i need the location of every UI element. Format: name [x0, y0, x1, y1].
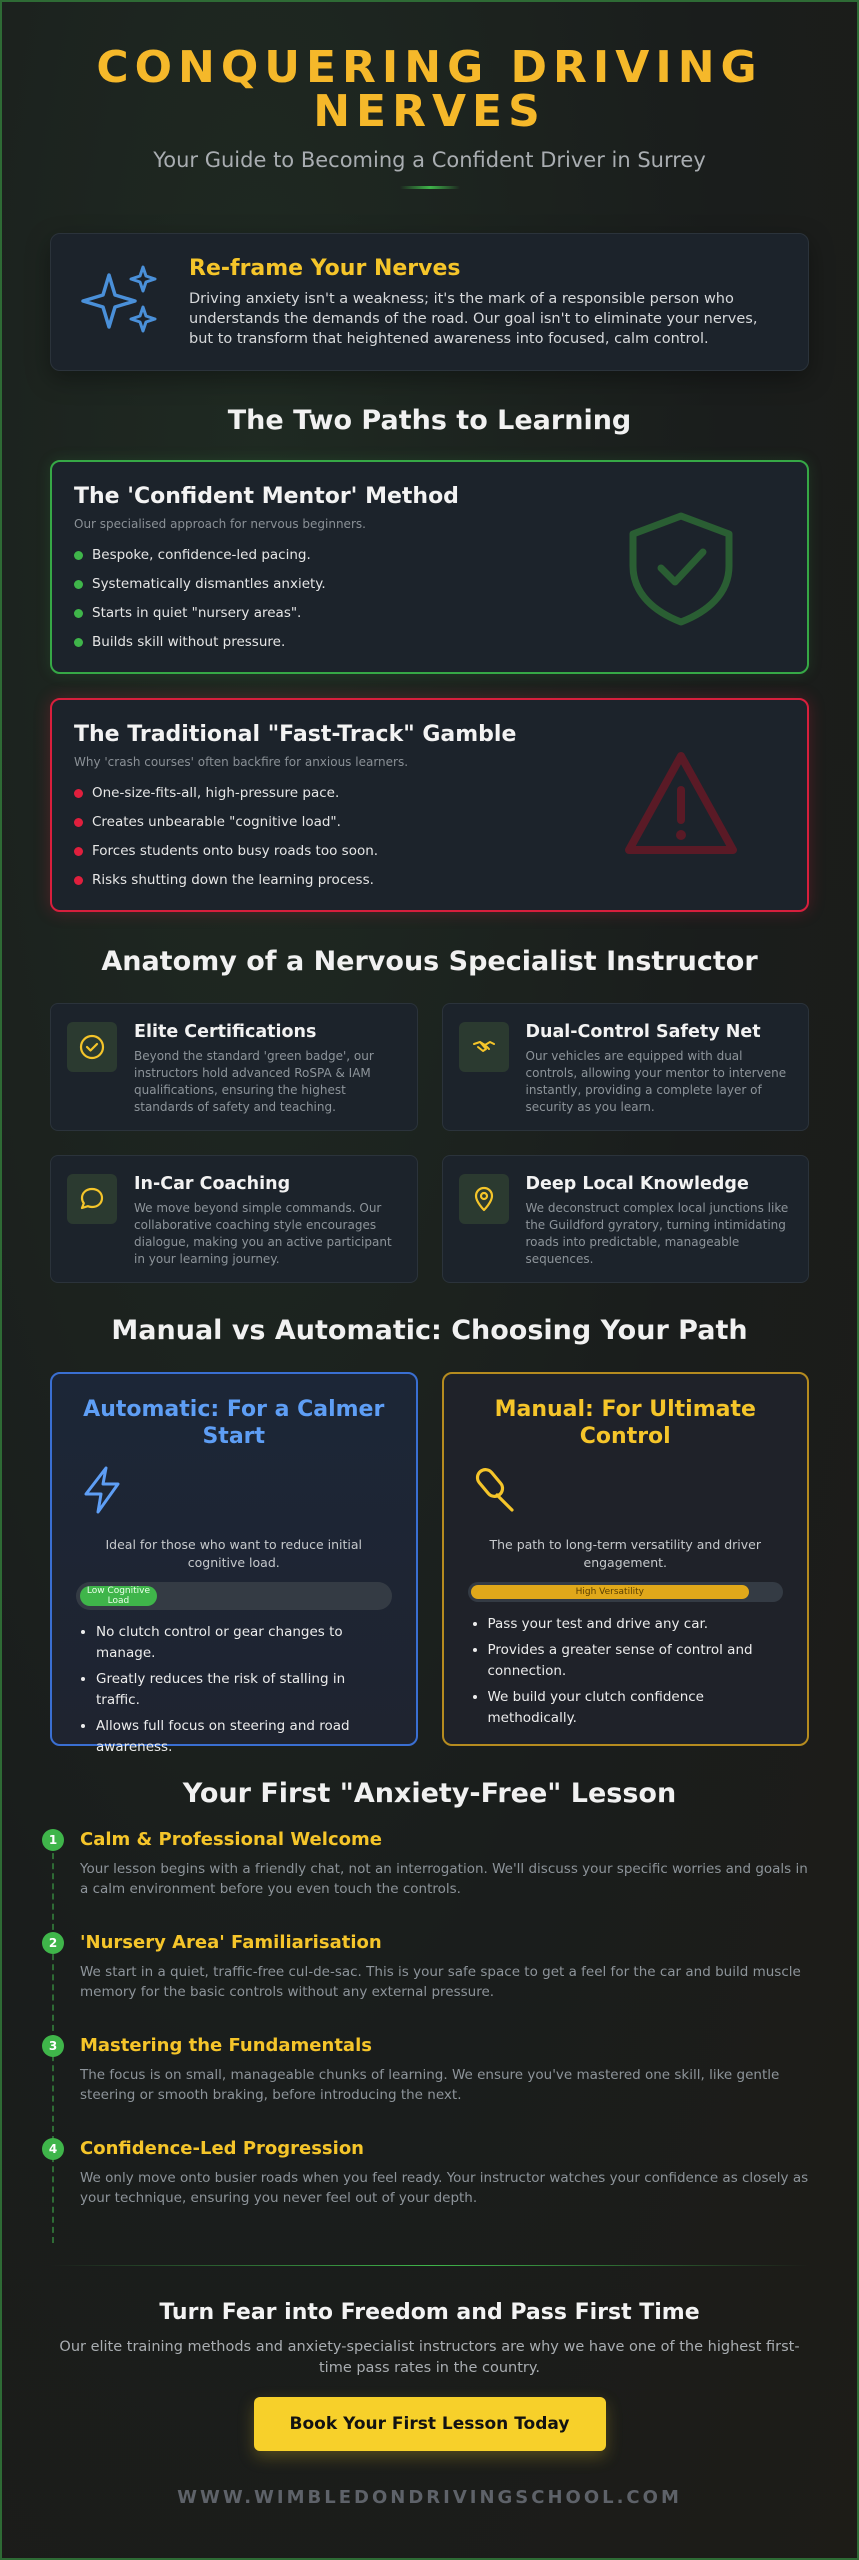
bullet-dot: [74, 638, 83, 647]
shield-check-icon: [621, 508, 741, 628]
title-divider: [400, 186, 460, 189]
feature-card: [50, 1003, 418, 1131]
list-item: Creates unbearable "cognitive load".: [74, 808, 785, 837]
automatic-desc: Ideal for those who want to reduce initial cognitive load.: [105, 1537, 363, 1570]
automatic-title: Automatic: For a Calmer Start: [83, 1397, 385, 1449]
lesson-step: [50, 2035, 809, 2138]
feature-body: Beyond the standard 'green badge', our instructors hold advanced RoSPA & IAM qualifications, ensuring the highest standards of safety and teaching.: [134, 1049, 374, 1114]
page-subtitle: Your Guide to Becoming a Confident Driver in Surrey: [153, 148, 706, 172]
feature-title: In-Car Coaching: [134, 1174, 291, 1194]
paths-title: The Two Paths to Learning: [227, 405, 632, 436]
anatomy-title: Anatomy of a Nervous Specialist Instructor: [101, 946, 758, 977]
gear-stick-icon: [468, 1464, 520, 1516]
step-body: We only move onto busier roads when you feel ready. Your instructor watches your confidence as closely as your technique, ensuring you never feel out of your depth.: [80, 2170, 809, 2206]
sparkles-icon: [79, 259, 165, 345]
step-number: 4: [42, 2138, 64, 2160]
mva-title: Manual vs Automatic: Choosing Your Path: [111, 1315, 748, 1346]
automatic-card: [50, 1372, 418, 1755]
feature-body: Our vehicles are equipped with dual controls, allowing your mentor to intervene instantly, providing a complete layer of security as you learn.: [525, 1049, 787, 1114]
feature-card: [442, 1155, 810, 1283]
bullet-dot: [74, 818, 83, 827]
feature-card: [50, 1155, 418, 1283]
step-number: 3: [42, 2035, 64, 2057]
list-item: Risks shutting down the learning process.: [74, 866, 785, 895]
page-title: CONQUERING DRIVING NERVES: [96, 42, 763, 137]
feature-body: We move beyond simple commands. Our collaborative coaching style encourages dialogue, making you an active participant in your learning journey.: [134, 1201, 392, 1266]
fast-track-title: The Traditional "Fast-Track" Gamble: [74, 722, 517, 747]
reframe-body: Driving anxiety isn't a weakness; it's the mark of a responsible person who understands the demands of the road. Our goal isn't to eliminate your nerves, but to transform that heightened awareness into focused, calm control.: [189, 290, 758, 347]
cognitive-load-fill: Low Cognitive Load: [80, 1586, 157, 1606]
step-title: Mastering the Fundamentals: [80, 2035, 372, 2056]
automatic-list: [76, 1622, 392, 1758]
manual-title: Manual: For Ultimate Control: [494, 1397, 756, 1449]
handshake-icon: [470, 1033, 498, 1061]
lesson-step: [50, 2138, 809, 2241]
list-item: • No clutch control or gear changes to manage.: [96, 1622, 392, 1664]
cta-body: Our elite training methods and anxiety-specialist instructors are why we have one of the highest first-time pass rates in the country.: [59, 2339, 800, 2376]
list-item: Builds skill without pressure.: [74, 628, 785, 657]
mentor-title: The 'Confident Mentor' Method: [74, 484, 459, 509]
list-item: Bespoke, confidence-led pacing.: [74, 541, 785, 570]
bullet-dot: [74, 609, 83, 618]
versatility-bar: [468, 1582, 784, 1602]
map-pin-icon: [470, 1185, 498, 1213]
feature-body: We deconstruct complex local junctions like the Guildford gyratory, turning intimidating roads into predictable, manageable sequences.: [525, 1201, 789, 1266]
manual-list: [468, 1614, 784, 1729]
mentor-note: Our specialised approach for nervous beginners.: [74, 517, 366, 531]
versatility-fill: High Versatility: [471, 1585, 750, 1599]
step-title: Confidence-Led Progression: [80, 2138, 365, 2159]
bullet-dot: [74, 847, 83, 856]
list-item: Systematically dismantles anxiety.: [74, 570, 785, 599]
step-number: 1: [42, 1829, 64, 1851]
bullet-dot: [74, 580, 83, 589]
check-circle-icon: [78, 1033, 106, 1061]
bullet-dot: [74, 789, 83, 798]
lesson-timeline: [50, 1829, 809, 2241]
bullet-dot: [74, 551, 83, 560]
warning-triangle-icon: [621, 746, 741, 866]
step-number: 2: [42, 1932, 64, 1954]
mentor-method-card: [50, 460, 809, 674]
book-lesson-button[interactable]: Book Your First Lesson Today: [254, 2397, 606, 2451]
reframe-card: [50, 233, 809, 371]
step-title: Calm & Professional Welcome: [80, 1829, 382, 1850]
list-item: • Greatly reduces the risk of stalling in traffic.: [96, 1669, 392, 1711]
list-item: • Pass your test and drive any car.: [488, 1614, 784, 1635]
hero: [50, 2, 809, 189]
bullet-dot: [74, 876, 83, 885]
manual-desc: The path to long-term versatility and driver engagement.: [489, 1537, 762, 1570]
list-item: Forces students onto busy roads too soon.: [74, 837, 785, 866]
step-body: We start in a quiet, traffic-free cul-de-sac. This is your safe space to get a feel for the car and build muscle memory for the basic controls without any external pressure.: [80, 1964, 801, 2000]
lesson-step: [50, 1932, 809, 2035]
chat-bubble-icon: [78, 1185, 106, 1213]
lesson-step: [50, 1829, 809, 1932]
lesson-title: Your First "Anxiety-Free" Lesson: [182, 1778, 677, 1809]
step-title: 'Nursery Area' Familiarisation: [80, 1932, 382, 1953]
transmission-comparison: [50, 1372, 809, 1755]
reframe-title: Re-frame Your Nerves: [189, 255, 461, 281]
list-item: One-size-fits-all, high-pressure pace.: [74, 779, 785, 808]
cognitive-load-bar: [76, 1582, 392, 1610]
feature-title: Elite Certifications: [134, 1022, 317, 1042]
fast-track-card: [50, 698, 809, 912]
list-item: Starts in quiet "nursery areas".: [74, 599, 785, 628]
manual-card: [442, 1372, 810, 1746]
step-body: Your lesson begins with a friendly chat, not an interrogation. We'll discuss your specific worries and goals in a calm environment before you even touch the controls.: [80, 1861, 808, 1897]
feature-grid: [50, 1003, 809, 1283]
list-item: • Allows full focus on steering and road awareness.: [96, 1716, 392, 1758]
feature-title: Deep Local Knowledge: [525, 1174, 749, 1194]
step-body: The focus is on small, manageable chunks of learning. We ensure you've mastered one skill, like gentle steering or smooth braking, before introducing the next.: [80, 2067, 780, 2103]
list-item: • We build your clutch confidence methodically.: [488, 1687, 784, 1729]
cta-section: [50, 2300, 809, 2508]
feature-card: [442, 1003, 810, 1131]
lightning-icon: [76, 1464, 128, 1516]
cta-title: Turn Fear into Freedom and Pass First Time: [159, 2300, 700, 2325]
list-item: • Provides a greater sense of control and connection.: [488, 1640, 784, 1682]
website-url[interactable]: WWW.WIMBLEDONDRIVINGSCHOOL.COM: [177, 2487, 682, 2508]
feature-title: Dual-Control Safety Net: [525, 1022, 761, 1042]
section-divider: [50, 2265, 809, 2266]
fast-track-note: Why 'crash courses' often backfire for anxious learners.: [74, 755, 409, 769]
